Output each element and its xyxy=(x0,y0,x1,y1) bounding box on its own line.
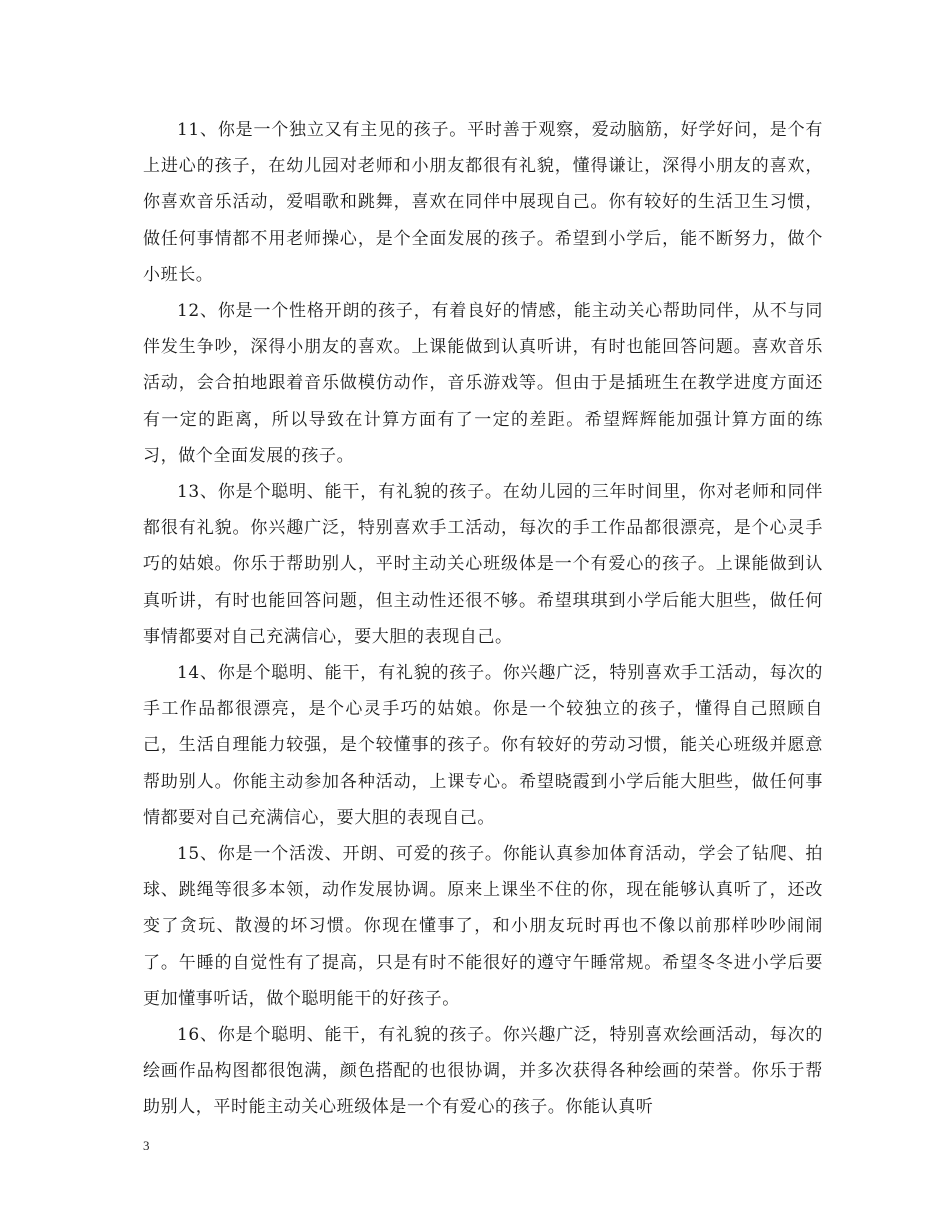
page-number: 3 xyxy=(143,1138,150,1153)
paragraph-11: 11、你是一个独立又有主见的孩子。平时善于观察，爱动脑筋，好学好问，是个有上进心的孩子，在幼儿园对老师和小朋友都很有礼貌，懂得谦让，深得小朋友的喜欢，你喜欢音乐活动，爱唱歌和跳舞，喜欢在同伴中展现自己。你有较好的生活卫生习惯，做任何事情都不用老师操心，是个全面发展的孩子。希望到小学后，能不断努力，做个小班长。 xyxy=(143,120,823,285)
paragraph-15: 15、你是一个活泼、开朗、可爱的孩子。你能认真参加体育活动，学会了钻爬、拍球、跳绳等很多本领，动作发展协调。原来上课坐不住的你，现在能够认真听了，还改变了贪玩、散漫的坏习惯。你现在懂事了，和小朋友玩时再也不像以前那样吵吵闹闹了。午睡的自觉性有了提高，只是有时不能很好的遵守午睡常规。希望冬冬进小学后要更加懂事听话，做个聪明能干的好孩子。 xyxy=(143,844,823,1009)
paragraph-13: 13、你是个聪明、能干，有礼貌的孩子。在幼儿园的三年时间里，你对老师和同伴都很有礼貌。你兴趣广泛，特别喜欢手工活动，每次的手工作品都很漂亮，是个心灵手巧的姑娘。你乐于帮助别人，平时主动关心班级体是一个有爱心的孩子。上课能做到认真听讲，有时也能回答问题，但主动性还很不够。希望琪琪到小学后能大胆些，做任何事情都要对自己充满信心，要大胆的表现自己。 xyxy=(143,482,823,647)
document-body xyxy=(143,112,823,1126)
paragraph-16: 16、你是个聪明、能干，有礼貌的孩子。你兴趣广泛，特别喜欢绘画活动，每次的绘画作品构图都很饱满，颜色搭配的也很协调，并多次获得各种绘画的荣誉。你乐于帮助别人，平时能主动关心班级体是一个有爱心的孩子。你能认真听 xyxy=(143,1025,823,1118)
paragraph-14: 14、你是个聪明、能干，有礼貌的孩子。你兴趣广泛，特别喜欢手工活动，每次的手工作品都很漂亮，是个心灵手巧的姑娘。你是一个较独立的孩子，懂得自己照顾自己，生活自理能力较强，是个较懂事的孩子。你有较好的劳动习惯，能关心班级并愿意帮助别人。你能主动参加各种活动，上课专心。希望晓霞到小学后能大胆些，做任何事情都要对自己充满信心，要大胆的表现自己。 xyxy=(143,663,823,828)
paragraph-12: 12、你是一个性格开朗的孩子，有着良好的情感，能主动关心帮助同伴，从不与同伴发生争吵，深得小朋友的喜欢。上课能做到认真听讲，有时也能回答问题。喜欢音乐活动，会合拍地跟着音乐做模仿动作，音乐游戏等。但由于是插班生在教学进度方面还有一定的距离，所以导致在计算方面有了一定的差距。希望辉辉能加强计算方面的练习，做个全面发展的孩子。 xyxy=(143,301,823,466)
